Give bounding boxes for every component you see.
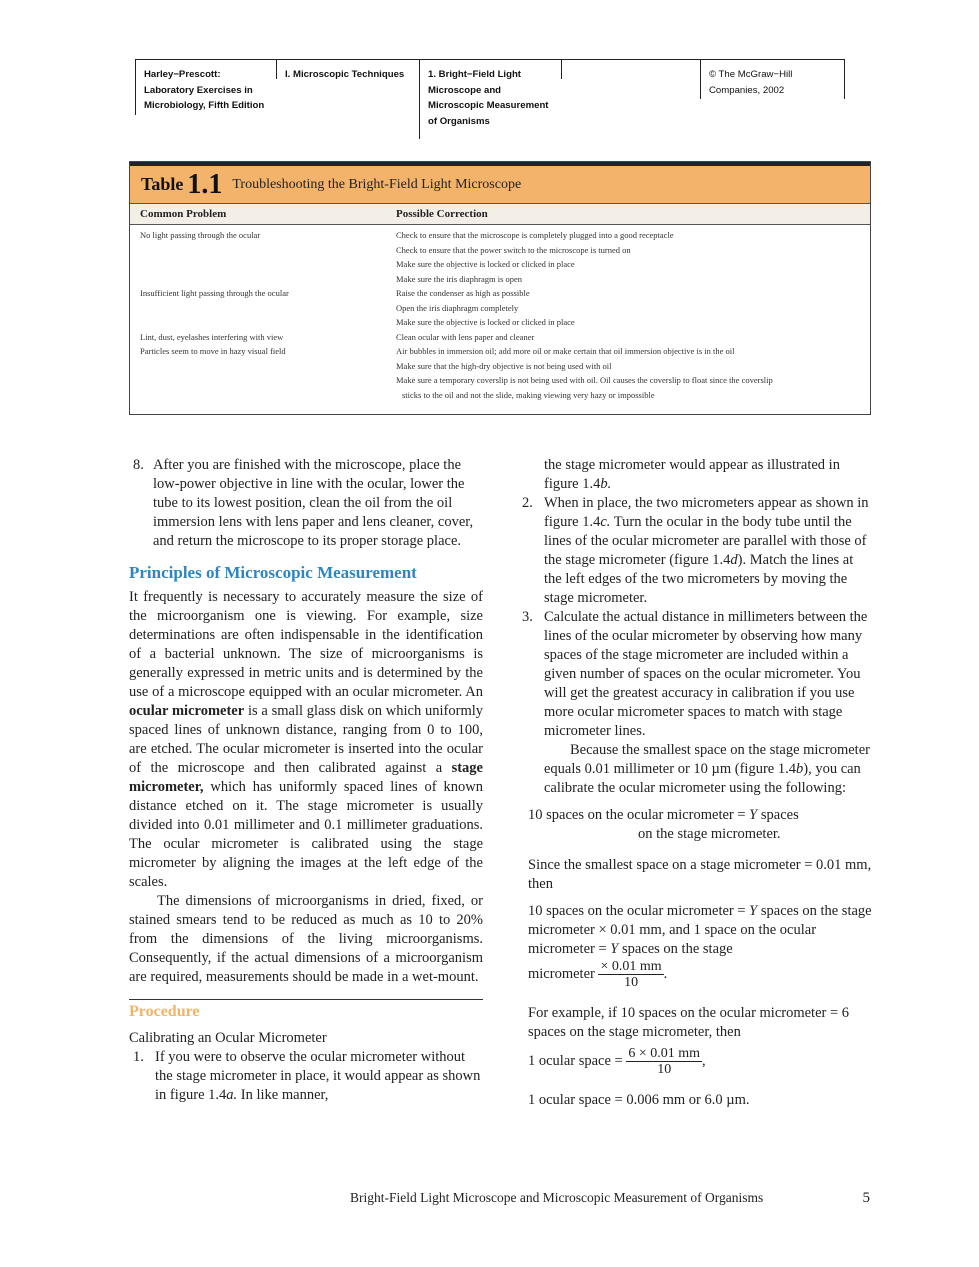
procedure-heading: Procedure [129,1003,200,1020]
step-text: If you were to observe the ocular micrometer without the stage micrometer in place, it would appear as shown in figure 1.4 [155,1049,481,1103]
step-text: Turn the ocular in the body tube until the lines of the ocular micrometer are parallel with those of the stage micrometer (figure 1.4 [544,514,867,568]
header-part [276,59,419,79]
correction-line: Raise the condenser as high as possible [396,288,530,298]
paragraph-because [544,741,872,798]
correction-line: Make sure the objective is locked or clicked in place [396,317,575,327]
fraction-numerator: × 0.01 mm [600,959,662,974]
step-2 [522,494,872,608]
paragraph-dimensions: The dimensions of microorganisms in dried, fixed, or stained smears tend to be reduced as much as 10 to 20% from the dimensions of the living microorganisms. Consequently, if the actual dimensions of a microorganism are required, measurements should be made in a wet-mount. [129,893,483,985]
header-chapter [419,59,561,139]
text: spaces on the stage [618,941,733,957]
text: micrometer [528,965,595,982]
fraction [598,959,663,990]
equation-2 [528,902,872,990]
step-text: In like manner, [237,1087,329,1103]
step-text: When in place, the two micrometers appear as shown in figure 1.4 [544,495,869,530]
text: spaces [757,807,799,823]
problem-cell: No light passing through the ocular [140,230,261,240]
table-number: 1.1 [187,168,223,200]
header-line: Microbiology, Fifth Edition [144,100,265,111]
figure-ref: b. [600,476,612,492]
table-row [130,344,870,400]
step-number: 2. [522,495,533,511]
table-title: Troubleshooting the Bright-Field Light Microscope [232,176,522,192]
text: 10 spaces on the ocular micrometer = [528,903,750,919]
header-line: Companies, 2002 [709,84,785,96]
header-copyright [700,59,845,99]
text: Because the smallest space on the stage micrometer equals 0.01 millimeter or 10 µm (figure 1.4 [544,742,870,777]
footer-title: Bright-Field Light Microscope and Microscopic Measurement of Organisms [350,1190,764,1205]
page-number: 5 [862,1190,870,1206]
text: 1 ocular space = [528,1052,623,1069]
correction-cell [396,344,866,402]
subheading: Calibrating an Ocular Micrometer [129,1030,327,1046]
correction-line: Make sure the objective is locked or clicked in place [396,259,575,269]
correction-cell [396,228,866,286]
troubleshooting-table [129,161,871,415]
paragraph-intro [129,588,483,892]
step-text: Calculate the actual distance in millimeters between the lines of the ocular micrometer by observing how many spaces of the stage micrometer are included within a given number of spaces on the ocular micrometer. You will get the greatest accuracy in calibration if you use more ocular micrometer spaces to match with stage micrometer lines. [544,609,868,739]
header-line: Harley−Prescott: [144,69,221,80]
step-number: 1. [133,1049,144,1065]
table-row [130,286,870,330]
correction-line: Check to ensure that the microscope is completely plugged into a good receptacle [396,230,674,240]
fraction-denominator: 10 [657,1062,672,1077]
section-heading: Principles of Microscopic Measurement [129,563,417,582]
step-3 [522,608,872,741]
text: ), you can calibrate the ocular micrometer using the following: [544,761,861,796]
header-blank-cell [561,59,700,79]
header-line: of Organisms [428,115,490,127]
correction-line: Make sure the iris diaphragm is open [396,273,523,284]
correction-line: Check to ensure that the power switch to the microscope is turned on [396,244,631,255]
variable-y: Y [610,941,619,957]
term-ocular-micrometer: ocular micrometer [129,703,245,719]
header-line: 1. Bright−Field Light [428,69,522,80]
text: which has uniformly spaced lines of known distance etched on it. The stage micrometer is usually divided into 0.01 millimeter and 0.1 millimeter graduations. The ocular micrometer is calibrated using the stage micrometer by aligning the images at the left edge of the scales. [129,779,483,890]
header-line: I. Microscopic Techniques [285,69,405,80]
correction-cell [396,286,866,330]
text: . [663,965,668,982]
paragraph-example: For example, if 10 spaces on the ocular micrometer = 6 spaces on the stage micrometer, then [528,1005,850,1040]
fraction-denominator: 10 [624,975,639,990]
table-label: Table [141,174,184,194]
variable-y: Y [749,903,758,919]
step-1 [129,1048,483,1105]
text: 10 spaces on the ocular micrometer = [528,807,750,823]
table-row [130,228,870,286]
step-8 [129,456,483,551]
header-line: Laboratory Exercises in [144,84,253,96]
running-header [135,59,845,139]
correction-line: Air bubbles in immersion oil; add more oil or make certain that oil immersion objective is in the oil [396,346,735,356]
column-header-problem: Common Problem [140,208,227,220]
problem-cell: Particles seem to move in hazy visual field [140,346,286,356]
correction-cell [396,330,866,345]
variable-y: Y [749,807,758,823]
fraction [626,1046,702,1077]
correction-line: Open the iris diaphragm completely [396,302,519,313]
text: spaces on the stage micrometer × 0.01 mm, and 1 space on the ocular micrometer = [528,903,872,957]
header-line: Microscopic Measurement [428,100,549,111]
header-line: © The McGraw−Hill [709,69,793,80]
step-text: After you are finished with the microscope, place the low-power objective in line with the ocular, lower the tube to its lowest position, clean the oil from the oil immersion lens with lens paper and lens cleaner, cover, and return the microscope to its proper storage place. [153,457,474,549]
text: the stage micrometer would appear as illustrated in figure 1.4 [544,457,840,492]
paragraph-since: Since the smallest space on a stage micrometer = 0.01 mm, then [528,857,872,892]
correction-line: Make sure that the high-dry objective is not being used with oil [396,360,612,371]
term-stage-micrometer: stage micrometer, [129,760,483,795]
figure-ref: d [730,552,738,568]
table-caption [130,166,870,204]
equation-3 [528,1046,872,1077]
correction-line: Make sure a temporary coverslip is not being used with oil. Oil causes the coverslip to float since the coverslip [396,375,773,385]
problem-cell: Lint, dust, eyelashes interfering with view [140,331,284,342]
table-header-row [130,204,870,225]
text: It frequently is necessary to accurately measure the size of the microorganism one is viewing. For example, size determinations are often indispensable in the identification of a bacterial unknown. The size of microorganisms is generally expressed in metric units and is determined by the use of a microscope equipped with an ocular micrometer. An [129,589,483,700]
correction-line: sticks to the oil and not the slide, making viewing very hazy or impossible [402,389,655,400]
equation-1 [528,806,872,844]
procedure-rule [129,999,483,1000]
correction-line: Clean ocular with lens paper and cleaner [396,331,535,342]
step-number: 3. [522,609,533,625]
step-text: ). Match the lines at the left edges of the two micrometers by moving the stage micrometer. [544,552,854,606]
fraction-numerator: 6 × 0.01 mm [628,1046,701,1061]
figure-ref: a. [226,1087,238,1103]
text: , [702,1052,706,1069]
header-line: Microscope and [428,84,502,96]
step-1-continued [544,456,872,494]
column-header-correction: Possible Correction [396,208,488,220]
text: is a small glass disk on which uniformly spaced lines of unknown distance, ranging from 0 to 100, are etched. The ocular micrometer is inserted into the ocular of the microscope and then calibrated against a [129,703,484,776]
header-book-title [135,59,276,115]
text: on the stage micrometer. [638,826,781,842]
table-row [130,330,870,344]
equation-4: 1 ocular space = 0.006 mm or 6.0 µm. [528,1092,750,1108]
right-column [522,456,872,1110]
figure-ref: c. [600,514,611,530]
step-number: 8. [133,457,144,473]
figure-ref: b [795,761,804,777]
left-column [129,456,483,1105]
problem-cell: Insufficient light passing through the ocular [140,288,289,298]
